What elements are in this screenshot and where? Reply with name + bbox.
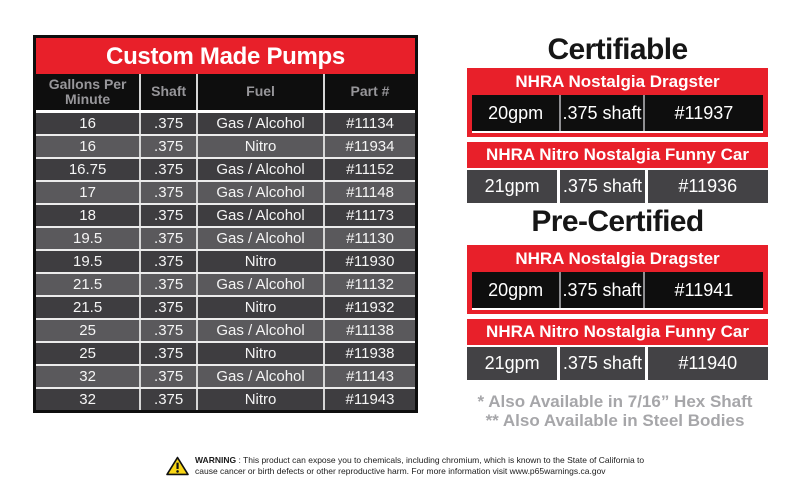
part-cell: #11936: [648, 170, 768, 203]
table-row: [36, 250, 415, 273]
certifiable-cards: [467, 68, 768, 203]
column-header: Fuel: [197, 74, 324, 112]
gpm-cell: 21gpm: [467, 347, 557, 380]
table-cell: #11938: [324, 342, 415, 365]
table-cell: Gas / Alcohol: [197, 365, 324, 388]
warning-triangle-icon: [166, 456, 189, 476]
section-title-certifiable: Certifiable: [547, 33, 688, 66]
column-header: Shaft: [140, 74, 197, 112]
custom-pumps-table: [33, 35, 418, 413]
table-row: [36, 365, 415, 388]
table-cell: Gas / Alcohol: [197, 204, 324, 227]
table-row: [36, 112, 415, 136]
table-row: [36, 181, 415, 204]
part-cell: #11941: [643, 272, 763, 308]
table-cell: .375: [140, 158, 197, 181]
table-cell: .375: [140, 250, 197, 273]
table-cell: 19.5: [36, 250, 140, 273]
table-cell: #11943: [324, 388, 415, 410]
footnote-hex-shaft: * Also Available in 7/16” Hex Shaft: [477, 392, 753, 411]
card-header: NHRA Nitro Nostalgia Funny Car: [467, 142, 768, 168]
spec-card: [467, 142, 768, 203]
table-cell: Gas / Alcohol: [197, 319, 324, 342]
section-title-pre-certified: Pre-Certified: [531, 205, 704, 238]
table-row: [36, 296, 415, 319]
footnote-steel-bodies: ** Also Available in Steel Bodies: [485, 411, 745, 430]
table-cell: #11934: [324, 135, 415, 158]
table-cell: 16.75: [36, 158, 140, 181]
table-cell: Gas / Alcohol: [197, 112, 324, 136]
table-cell: #11143: [324, 365, 415, 388]
table-cell: .375: [140, 365, 197, 388]
card-row: [467, 170, 768, 203]
table-cell: 18: [36, 204, 140, 227]
card-row: [467, 347, 768, 380]
table-row: [36, 273, 415, 296]
table-cell: Nitro: [197, 388, 324, 410]
table-cell: 19.5: [36, 227, 140, 250]
table-cell: Nitro: [197, 296, 324, 319]
card-row: [472, 272, 763, 310]
table-cell: #11134: [324, 112, 415, 136]
warning-text: WARNING : This product can expose you to chemicals, including chromium, which is known to the State of California to cause cancer or birth defects or other reproductive harm. For more information visit www.p65warnings.ca.gov: [195, 455, 645, 477]
table-row: [36, 204, 415, 227]
table-cell: .375: [140, 204, 197, 227]
column-header: Gallons Per Minute: [36, 74, 140, 112]
pump-table-grid: [36, 74, 415, 410]
table-cell: .375: [140, 296, 197, 319]
footnotes: [450, 392, 780, 430]
table-cell: .375: [140, 135, 197, 158]
gpm-cell: 21gpm: [467, 170, 557, 203]
table-row: [36, 135, 415, 158]
card-row: [472, 95, 763, 133]
table-row: [36, 342, 415, 365]
shaft-cell: .375 shaft: [560, 170, 644, 203]
table-cell: 16: [36, 112, 140, 136]
table-cell: #11148: [324, 181, 415, 204]
table-cell: 25: [36, 319, 140, 342]
warning-label: WARNING: [195, 455, 237, 465]
table-cell: #11152: [324, 158, 415, 181]
table-cell: Nitro: [197, 250, 324, 273]
table-cell: Nitro: [197, 135, 324, 158]
prop65-warning: [166, 455, 669, 477]
table-cell: Gas / Alcohol: [197, 227, 324, 250]
table-row: [36, 227, 415, 250]
table-cell: .375: [140, 112, 197, 136]
table-cell: 21.5: [36, 296, 140, 319]
table-cell: #11132: [324, 273, 415, 296]
part-cell: #11940: [648, 347, 768, 380]
pump-table-header-row: [36, 74, 415, 112]
table-row: [36, 319, 415, 342]
table-cell: 25: [36, 342, 140, 365]
table-cell: .375: [140, 227, 197, 250]
table-cell: 21.5: [36, 273, 140, 296]
table-cell: Gas / Alcohol: [197, 158, 324, 181]
gpm-cell: 20gpm: [488, 103, 544, 123]
table-cell: #11932: [324, 296, 415, 319]
table-row: [36, 388, 415, 410]
spec-card: [467, 68, 768, 137]
table-cell: 16: [36, 135, 140, 158]
pump-table-title: Custom Made Pumps: [36, 38, 415, 74]
part-cell: #11937: [643, 95, 763, 131]
spec-card: [467, 319, 768, 380]
card-header: NHRA Nitro Nostalgia Funny Car: [467, 319, 768, 345]
card-header: NHRA Nostalgia Dragster: [472, 68, 763, 95]
shaft-cell: .375 shaft: [559, 95, 642, 131]
table-cell: .375: [140, 273, 197, 296]
shaft-cell: .375 shaft: [560, 347, 644, 380]
table-cell: #11930: [324, 250, 415, 273]
table-cell: 17: [36, 181, 140, 204]
table-cell: #11173: [324, 204, 415, 227]
pre-certified-cards: [467, 245, 768, 380]
column-header: Part #: [324, 74, 415, 112]
table-cell: .375: [140, 181, 197, 204]
table-cell: .375: [140, 319, 197, 342]
table-cell: 32: [36, 388, 140, 410]
card-header: NHRA Nostalgia Dragster: [472, 245, 763, 272]
table-cell: Gas / Alcohol: [197, 273, 324, 296]
table-cell: #11130: [324, 227, 415, 250]
shaft-cell: .375 shaft: [559, 272, 642, 308]
table-cell: Gas / Alcohol: [197, 181, 324, 204]
table-cell: Nitro: [197, 342, 324, 365]
table-row: [36, 158, 415, 181]
spec-card: [467, 245, 768, 314]
table-cell: 32: [36, 365, 140, 388]
table-cell: .375: [140, 342, 197, 365]
table-cell: .375: [140, 388, 197, 410]
table-cell: #11138: [324, 319, 415, 342]
gpm-cell: 20gpm: [488, 280, 544, 300]
